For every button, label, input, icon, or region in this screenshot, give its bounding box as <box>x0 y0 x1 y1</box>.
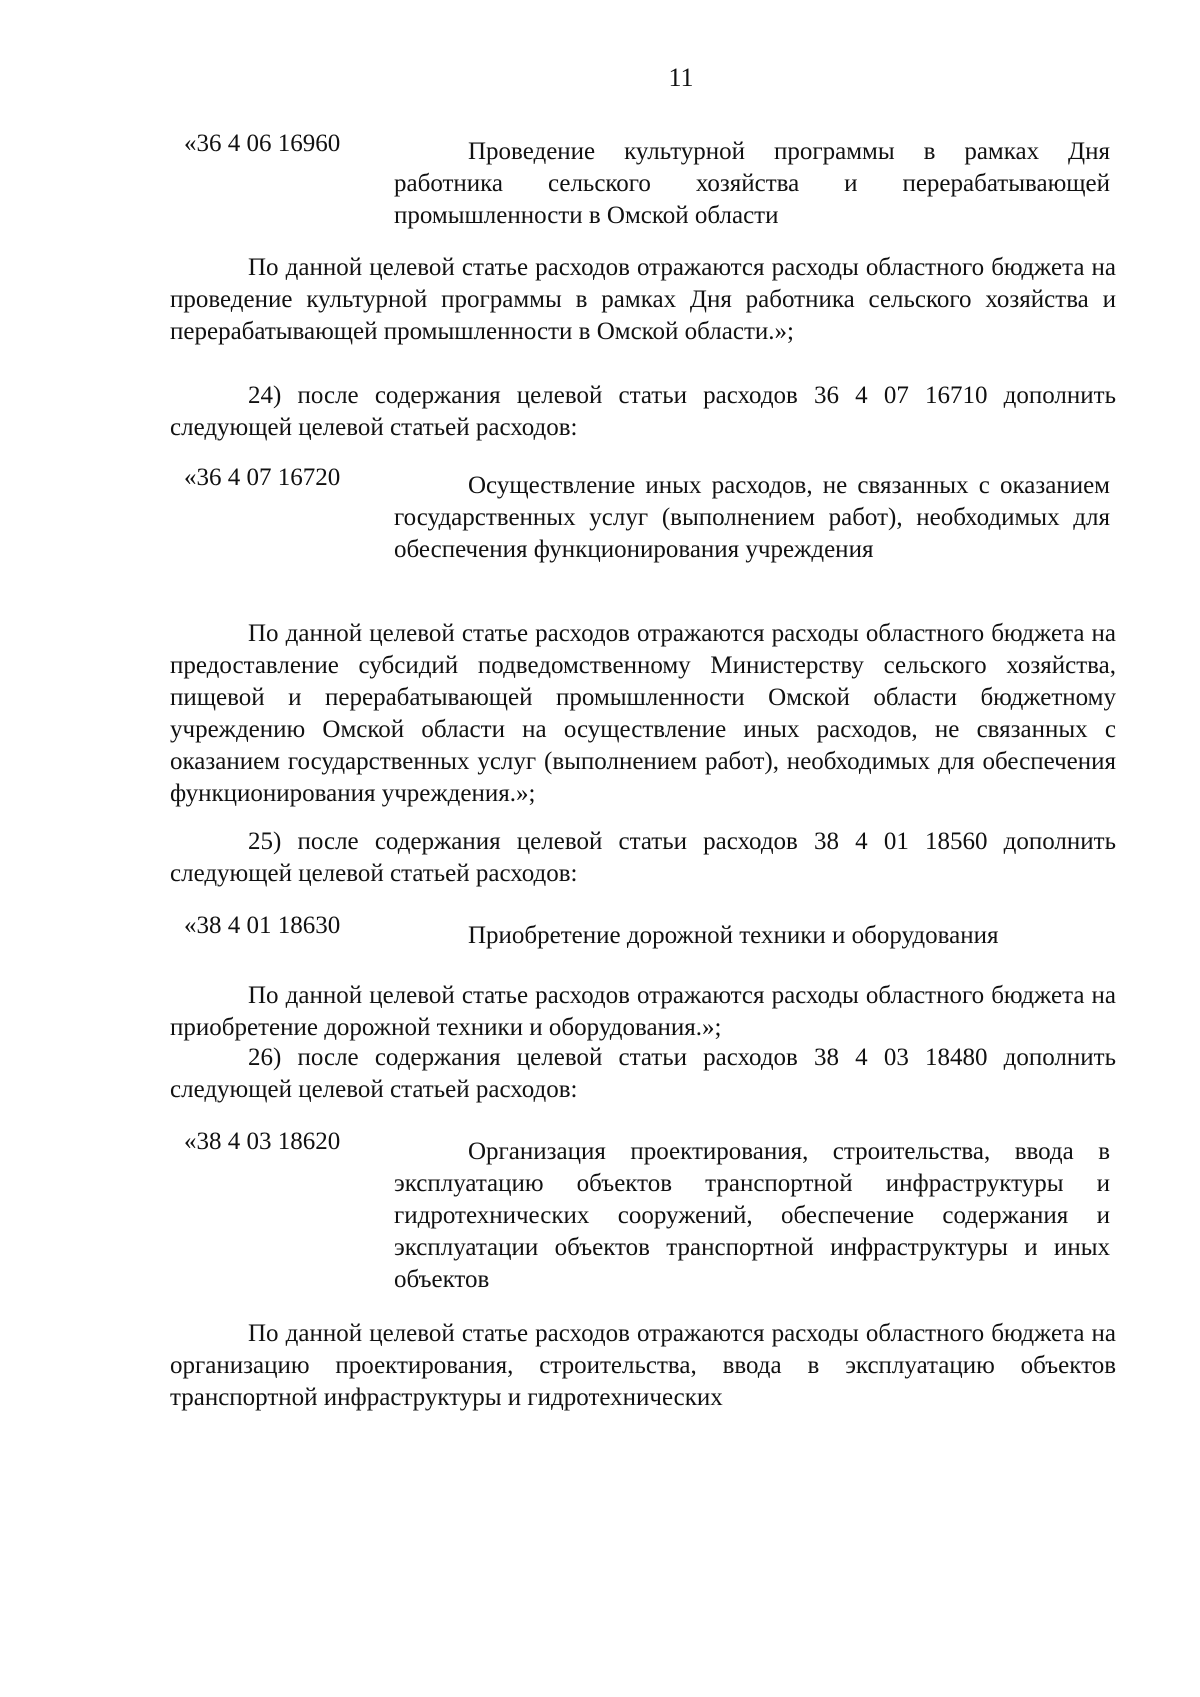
article-description: По данной целевой статье расходов отражаются расходы областного бюджета на организацию проектирования, строительства, ввода в эксплуатацию объектов транспортной инфраструктуры и гидротехнических <box>170 1320 1116 1411</box>
target-article-code: «36 4 07 16720 <box>184 464 341 491</box>
target-article-code: «38 4 01 18630 <box>184 912 341 939</box>
article-description: По данной целевой статье расходов отражаются расходы областного бюджета на предоставление субсидий подведомственному Министерству сельского хозяйства, пищевой и перерабатывающей промышленности Омской области бюджетному учреждению Омской области на осуществление иных расходов, не связанных с оказанием государственных услуг (выполнением работ), необходимых для обеспечения функционирования учреждения.»; <box>170 620 1116 807</box>
amendment-instruction: 25) после содержания целевой статьи расходов 38 4 01 18560 дополнить следующей целевой статьей расходов: <box>170 828 1116 887</box>
page-number: 11 <box>668 63 694 92</box>
target-article-code: «36 4 06 16960 <box>184 130 341 157</box>
target-article-title: Организация проектирования, строительства, ввода в эксплуатацию объектов транспортной инфраструктуры и гидротехнических сооружений, обеспечение содержания и эксплуатации объектов транспортной инфраструктуры и иных объектов <box>394 1138 1110 1293</box>
target-article-title: Приобретение дорожной техники и оборудования <box>468 922 999 949</box>
target-article-code: «38 4 03 18620 <box>184 1128 341 1155</box>
target-article-title: Осуществление иных расходов, не связанных с оказанием государственных услуг (выполнением работ), необходимых для обеспечения функционирования учреждения <box>394 472 1110 563</box>
article-description: По данной целевой статье расходов отражаются расходы областного бюджета на приобретение дорожной техники и оборудования.»; <box>170 982 1116 1041</box>
amendment-instruction: 24) после содержания целевой статьи расходов 36 4 07 16710 дополнить следующей целевой статьей расходов: <box>170 382 1116 441</box>
article-description: По данной целевой статье расходов отражаются расходы областного бюджета на проведение культурной программы в рамках Дня работника сельского хозяйства и перерабатывающей промышленности в Омской области.»; <box>170 254 1116 345</box>
amendment-instruction: 26) после содержания целевой статьи расходов 38 4 03 18480 дополнить следующей целевой статьей расходов: <box>170 1044 1116 1103</box>
target-article-title: Проведение культурной программы в рамках Дня работника сельского хозяйства и перерабатывающей промышленности в Омской области <box>394 138 1110 229</box>
